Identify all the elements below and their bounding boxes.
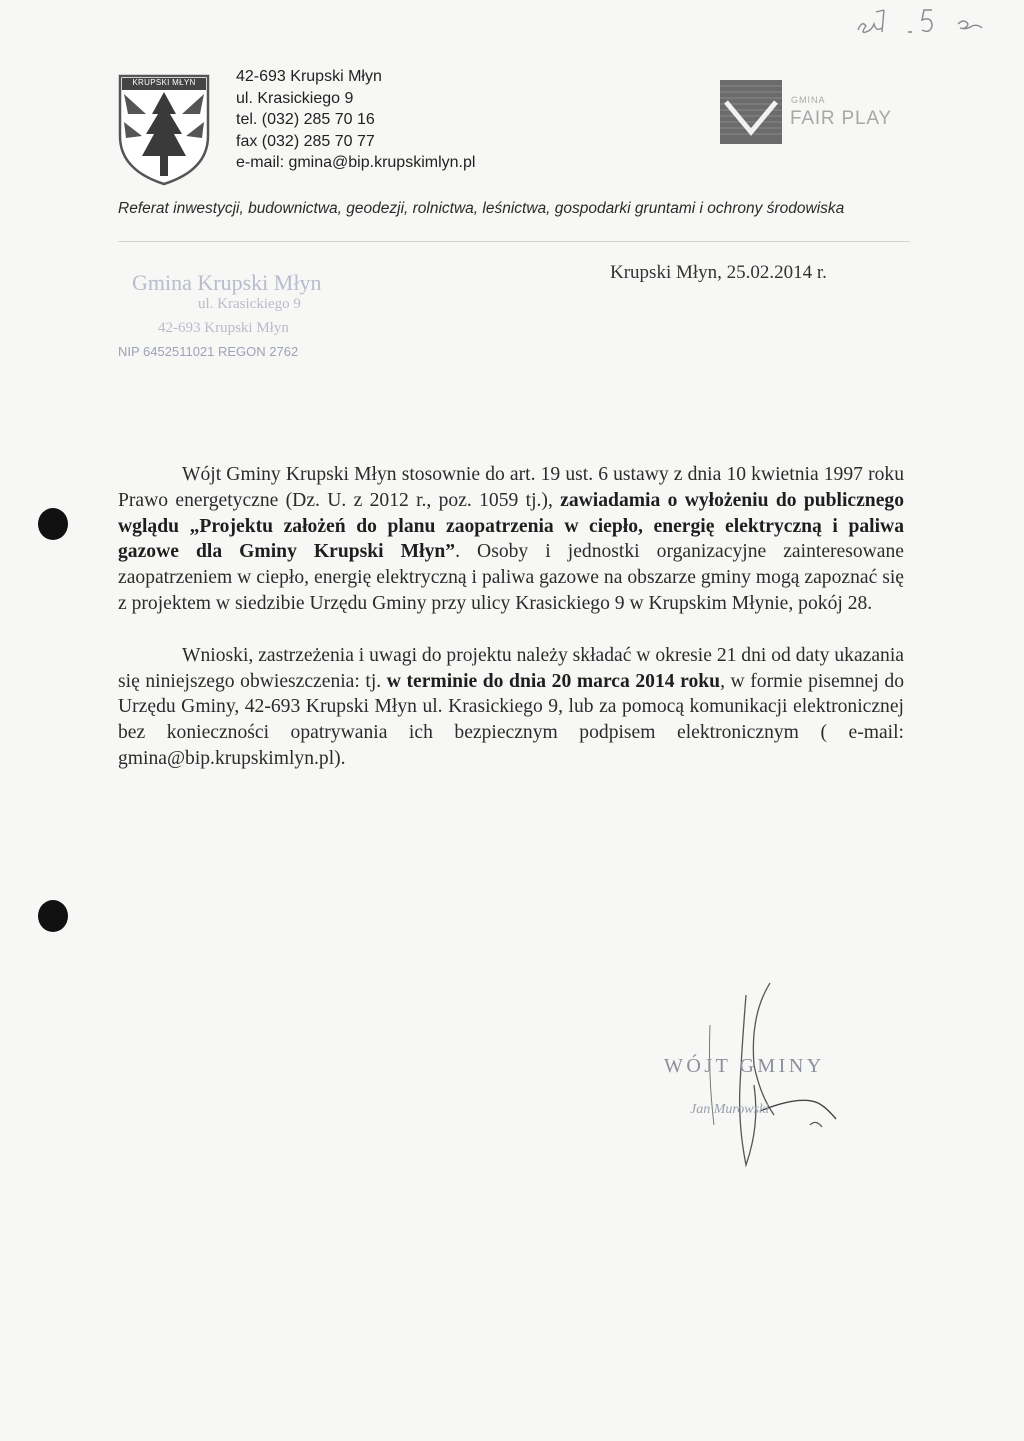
- department-name: Referat inwestycji, budownictwa, geodezji, rolnictwa, leśnictwa, gospodarki gruntami i ochrony środowiska: [118, 200, 845, 217]
- handwritten-corner-note: [840, 2, 1020, 42]
- crest-tree-icon: [118, 74, 210, 186]
- crest-label: KRUPSKI MŁYN: [132, 78, 196, 87]
- stamp-line-3: 42-693 Krupski Młyn: [158, 320, 289, 336]
- handwritten-signature: [650, 975, 890, 1185]
- notice-paragraph-2: [118, 643, 904, 772]
- notice-body: [118, 462, 904, 772]
- p2-deadline: w terminie do dnia 20 marca 2014 roku: [386, 670, 721, 692]
- address-postal: 42-693 Krupski Młyn: [236, 68, 382, 85]
- p1-intro: Wójt Gminy Krupski Młyn stosownie do art. 19 ust. 6 ustawy z dnia 10 kwietnia 1997 roku Prawo energetyczne (Dz. U. z 2012 r., poz. 1059 tj.),: [118, 464, 904, 511]
- fair-play-logo-icon: [720, 80, 782, 144]
- notice-paragraph-1: [118, 462, 904, 617]
- office-address: [236, 66, 475, 174]
- signature-name: Jan Murowski: [690, 1102, 770, 1117]
- stamp-line-1: Gmina Krupski Młyn: [132, 270, 322, 295]
- p2-intro: Wnioski, zastrzeżenia i uwagi do projektu należy składać w okresie 21 dni od daty ukazania się niniejszego obwieszczenia: tj.: [118, 644, 904, 692]
- fair-play-logo-small-text: GMINA: [791, 95, 826, 105]
- p1-announcement: zawiadamia o wyłożeniu do publicznego wglądu „Projektu założeń do planu zaopatrzenia w ciepło, energię elektryczną i paliwa gazowe dla Gminy Krupski Młyn”: [118, 489, 904, 563]
- address-phone: tel. (032) 285 70 16: [236, 111, 375, 128]
- punch-hole-top: [38, 508, 68, 540]
- address-email: e-mail: gmina@bip.krupskimlyn.pl: [236, 154, 476, 171]
- p1-details: . Osoby i jednostki organizacyjne zainteresowane zaopatrzeniem w ciepło, energię elektryczną i paliwa gazowe na obszarze gminy mogą zapoznać się z projektem w siedzibie Urzędu Gminy przy ulicy Krasickiego 9 w Krupskim Młynie, pokój 28.: [118, 541, 904, 614]
- punch-hole-bottom: [38, 900, 68, 932]
- header-divider: [118, 241, 910, 242]
- document-date: Krupski Młyn, 25.02.2014 r.: [610, 262, 827, 283]
- address-fax: fax (032) 285 70 77: [236, 132, 375, 150]
- p2-details: , w formie pisemnej do Urzędu Gminy, 42-693 Krupski Młyn ul. Krasickiego 9, lub za pomocą komunikacji elektronicznej bez konieczności opatrywania ich bezpiecznym podpisem elektronicznym ( e-mail: gmina@bip.krupskimlyn.pl).: [118, 670, 904, 769]
- fair-play-logo-text: FAIR PLAY: [790, 108, 892, 129]
- signature-title: WÓJT GMINY: [664, 1055, 825, 1077]
- stamp-line-2: ul. Krasickiego 9: [198, 296, 301, 312]
- address-street: ul. Krasickiego 9: [236, 89, 354, 107]
- stamp-line-4: NIP 6452511021 REGON 2762: [118, 344, 299, 359]
- municipal-crest: [118, 74, 210, 186]
